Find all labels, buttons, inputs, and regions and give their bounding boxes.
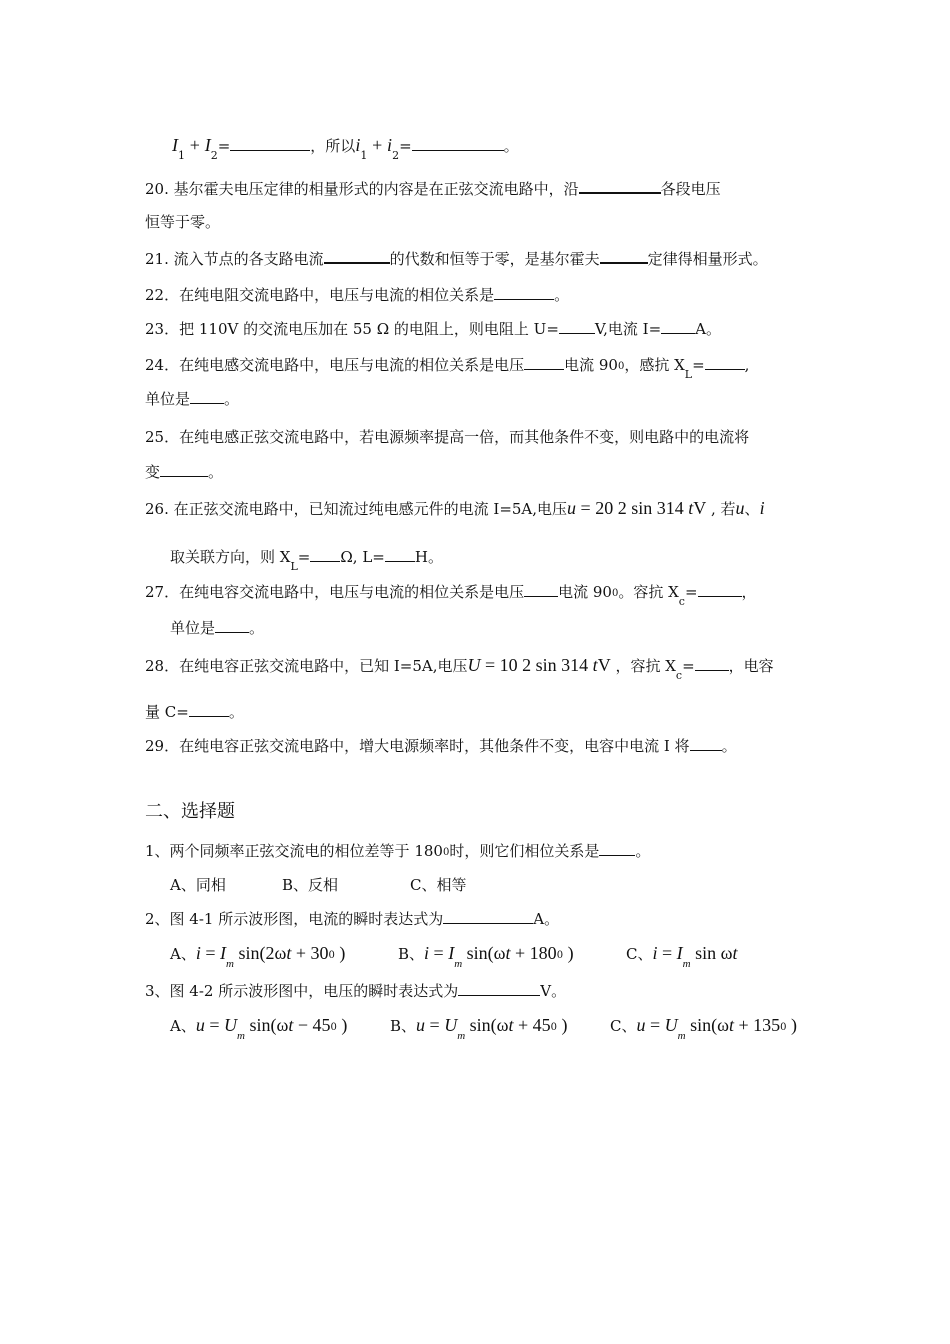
- blank: [189, 701, 229, 717]
- sub: m: [677, 1030, 686, 1042]
- c2-text-b: A。: [533, 910, 560, 928]
- q22-text-b: 。: [554, 286, 570, 304]
- c3-option-a: [170, 1014, 390, 1040]
- q21-line: [145, 247, 768, 270]
- q27-line2: [170, 617, 264, 639]
- var: t: [505, 943, 511, 963]
- var: t: [728, 1015, 734, 1035]
- q22-text-a: 22．在纯电阻交流电路中，电压与电流的相位关系是: [145, 286, 495, 304]
- sub-1b: 1: [360, 149, 368, 162]
- blank: [458, 980, 540, 996]
- i2: i: [387, 135, 393, 155]
- q24-text-a: 24．在纯电感交流电路中，电压与电流的相位关系是电压: [145, 356, 525, 374]
- q27-text-f: 单位是: [170, 619, 216, 637]
- blank: [324, 247, 390, 264]
- degree-mark: 0: [328, 950, 335, 961]
- expr: ): [336, 1015, 348, 1035]
- q24-text-f: 单位是: [145, 390, 191, 408]
- c1-option-c: C、相等: [410, 876, 467, 894]
- blank: [385, 546, 415, 562]
- q23-text-c: A。: [695, 320, 721, 338]
- expr: ): [563, 943, 574, 963]
- blank: [661, 318, 695, 334]
- blank: [215, 617, 249, 633]
- var: I: [220, 943, 227, 963]
- c3-option-c: [610, 1014, 797, 1040]
- var: U: [224, 1015, 237, 1035]
- sub-2b: 2: [392, 149, 400, 162]
- q25-line1: [145, 426, 749, 448]
- q25-text-b: 变: [145, 463, 161, 481]
- eq: =: [657, 943, 677, 963]
- q19-tail-line: [172, 134, 519, 162]
- q27-text-e: ，: [741, 583, 757, 601]
- q24-text-g: 。: [224, 390, 240, 408]
- q28-text-f: 量 C=: [145, 703, 189, 721]
- q24-line1: [145, 354, 749, 379]
- var: i: [424, 943, 430, 963]
- blank: [412, 135, 504, 151]
- var-t: t: [592, 655, 598, 675]
- degree-mark: 0: [330, 1022, 337, 1033]
- section-heading-choice: 二、选择题: [145, 801, 235, 822]
- c2-option-c: [626, 942, 738, 970]
- q28-line2: [145, 701, 244, 723]
- period: 。: [503, 137, 519, 155]
- var: U: [664, 1015, 678, 1035]
- phasor-i1: I: [172, 135, 178, 155]
- q28-text-e: ，电容: [728, 657, 774, 675]
- c3-option-b: [390, 1014, 610, 1040]
- q26-text-d: 、: [744, 500, 760, 518]
- var: u: [416, 1015, 426, 1035]
- var: U: [444, 1015, 458, 1035]
- q27-line1: [145, 581, 757, 606]
- var: i: [652, 943, 658, 963]
- c1-option-b: B、反相: [282, 876, 339, 894]
- q20-text-b: 各段电压: [660, 180, 721, 198]
- q25-text-a: 25．在纯电感正弦交流电路中，若电源频率提高一倍，而其他条件不变，则电路中的电流将: [145, 428, 750, 446]
- degree-mark: 0: [442, 847, 450, 858]
- expr: sin(ω: [465, 1015, 509, 1035]
- sub: m: [454, 958, 463, 970]
- equals: =: [217, 137, 231, 155]
- label: B、: [390, 1017, 417, 1035]
- phasor-i2: I: [204, 135, 211, 155]
- degree-mark: 0: [780, 1022, 787, 1033]
- expr: − 45: [293, 1015, 331, 1035]
- equals-b: =: [399, 137, 412, 155]
- var-i: i: [759, 498, 765, 518]
- blank: [310, 546, 340, 562]
- blank: [600, 247, 648, 264]
- var: t: [286, 943, 292, 963]
- expr: ): [786, 1015, 797, 1035]
- expr: = 10 2 sin 314: [480, 655, 593, 675]
- q28-line1: [145, 654, 774, 682]
- c2-text-a: 2、图 4-1 所示波形图，电流的瞬时表达式为: [145, 910, 444, 928]
- sub: m: [226, 958, 234, 970]
- eq: =: [204, 1015, 224, 1035]
- q28-text-d: =: [682, 657, 695, 675]
- q26-text-c: , 若: [706, 500, 736, 518]
- q29-line: [145, 735, 737, 757]
- q28-text-c: ，容抗 X: [610, 657, 676, 675]
- degree-mark: 0: [556, 950, 564, 961]
- expr: + 135: [733, 1015, 781, 1035]
- q26-line1: [145, 497, 765, 520]
- q25-text-c: 。: [208, 463, 224, 481]
- var-t: t: [688, 498, 694, 518]
- q27-text-c: 。容抗 X: [618, 583, 679, 601]
- q19-mid: ，所以: [310, 137, 356, 155]
- q27-text-g: 。: [249, 619, 265, 637]
- blank: [559, 318, 595, 334]
- expr: + 30: [291, 943, 329, 963]
- q20-text-c: 恒等于零。: [145, 213, 221, 231]
- var: t: [288, 1015, 294, 1035]
- blank: [160, 461, 208, 477]
- eq: =: [425, 1015, 445, 1035]
- plus-sign-b: +: [372, 135, 383, 155]
- expr: sin ω: [690, 943, 733, 963]
- expr: sin(2ω: [233, 943, 287, 963]
- degree-mark: 0: [550, 1022, 558, 1033]
- q24-text-d: =: [692, 356, 705, 374]
- blank: [230, 135, 310, 151]
- q23-text-b: V,电流 I=: [594, 320, 662, 338]
- blank: [579, 177, 661, 194]
- var: u: [195, 1015, 205, 1035]
- q27-text-d: =: [684, 583, 698, 601]
- q24-text-b: 电流 90: [564, 356, 618, 374]
- q29-text-b: 。: [721, 737, 737, 755]
- sub-L: L: [290, 560, 298, 573]
- blank: [443, 908, 533, 924]
- var: I: [448, 943, 455, 963]
- sub: m: [237, 1030, 245, 1042]
- var: i: [195, 943, 201, 963]
- q25-line2: [145, 461, 223, 483]
- q26-text-f: =: [297, 548, 311, 566]
- q21-text-b: 的代数和恒等于零，是基尔霍夫: [389, 250, 600, 268]
- var-U: U: [467, 655, 481, 675]
- sub-c: c: [678, 595, 685, 608]
- sub: m: [682, 958, 691, 970]
- eq: =: [645, 1015, 665, 1035]
- choice1-options: [170, 874, 466, 896]
- label: C、: [610, 1017, 637, 1035]
- q26-text-h: H。: [414, 548, 443, 566]
- q26-text-g: Ω, L=: [340, 548, 385, 566]
- plus-sign: +: [189, 135, 200, 155]
- var-u: u: [567, 498, 577, 518]
- blank: [190, 388, 224, 404]
- choice1-stem: [145, 840, 650, 865]
- var: u: [636, 1015, 646, 1035]
- q20-line2: [145, 211, 220, 233]
- sub-2: 2: [210, 149, 218, 162]
- q24-text-c: ，感抗 X: [624, 356, 685, 374]
- expr: sin(ω: [685, 1015, 729, 1035]
- expr: sin(ω: [244, 1015, 289, 1035]
- q21-text-a: 21. 流入节点的各支路电流: [145, 250, 324, 268]
- q20-text-a: 20. 基尔霍夫电压定律的相量形式的内容是在正弦交流电路中，沿: [145, 180, 579, 198]
- q23-line: [145, 318, 721, 340]
- choice3-stem: [145, 980, 566, 1002]
- c2-option-b: [398, 942, 626, 968]
- i1: i: [355, 135, 361, 155]
- degree-mark: 0: [617, 361, 625, 372]
- c1-option-a: A、同相: [170, 876, 226, 894]
- label: A、: [170, 945, 196, 963]
- q26-text-e: 取关联方向，则 X: [170, 548, 291, 566]
- blank: [698, 581, 742, 597]
- degree-mark: 0: [611, 588, 619, 599]
- sub-L: L: [684, 368, 693, 381]
- unit-V: V: [693, 498, 707, 518]
- expr: + 45: [513, 1015, 551, 1035]
- q29-text-a: 29．在纯电容正弦交流电路中，增大电源频率时，其他条件不变，电容中电流 I 将: [145, 737, 690, 755]
- var: I: [676, 943, 683, 963]
- choice2-stem: [145, 908, 559, 930]
- sub-c: c: [675, 669, 683, 682]
- unit-V: V: [597, 655, 611, 675]
- q26-text-a: 26. 在正弦交流电路中，已知流过纯电感元件的电流 I=5A,电压: [145, 500, 568, 518]
- c1-text-b: 时，则它们相位关系是: [449, 842, 600, 860]
- c1-text-c: 。: [635, 842, 651, 860]
- blank: [524, 354, 564, 370]
- blank: [599, 840, 635, 856]
- q28-text-g: 。: [228, 703, 244, 721]
- expr: ): [557, 1015, 568, 1035]
- choice3-options: [170, 1014, 797, 1040]
- q24-text-e: ,: [744, 356, 750, 374]
- var-u2: u: [735, 498, 745, 518]
- q27-text-b: 电流 90: [558, 583, 612, 601]
- expr: + 180: [510, 943, 557, 963]
- label: C、: [626, 945, 653, 963]
- blank: [524, 581, 558, 597]
- expr: sin(ω: [462, 943, 506, 963]
- var: t: [732, 943, 738, 963]
- q23-text-a: 23．把 110V 的交流电压加在 55 Ω 的电阻上，则电阻上 U=: [145, 320, 559, 338]
- q24-line2: [145, 388, 239, 410]
- expr: ): [334, 943, 346, 963]
- eq: =: [429, 943, 449, 963]
- c2-option-a: [170, 942, 398, 968]
- q21-text-c: 定律得相量形式。: [647, 250, 768, 268]
- q26-line2: [170, 546, 443, 573]
- expr: = 20 2 sin 314: [576, 498, 689, 518]
- sub-1: 1: [178, 149, 185, 162]
- choice2-options: [170, 942, 737, 968]
- q27-text-a: 27．在纯电容交流电路中，电压与电流的相位关系是电压: [145, 583, 525, 601]
- eq: =: [200, 943, 221, 963]
- q28-text-a: 28．在纯电容正弦交流电路中，已知 I=5A,电压: [145, 657, 468, 675]
- blank: [705, 354, 745, 370]
- sub: m: [457, 1030, 466, 1042]
- c3-text-b: V。: [540, 982, 567, 1000]
- q22-line: [145, 284, 569, 306]
- blank: [695, 655, 729, 671]
- label: B、: [398, 945, 425, 963]
- label: A、: [170, 1017, 196, 1035]
- blank: [690, 735, 722, 751]
- blank: [494, 284, 554, 300]
- var: t: [508, 1015, 514, 1035]
- c3-text-a: 3、图 4-2 所示波形图中，电压的瞬时表达式为: [145, 982, 459, 1000]
- q20-line1: [145, 177, 721, 200]
- c1-text-a: 1、两个同频率正弦交流电的相位差等于 180: [145, 842, 443, 860]
